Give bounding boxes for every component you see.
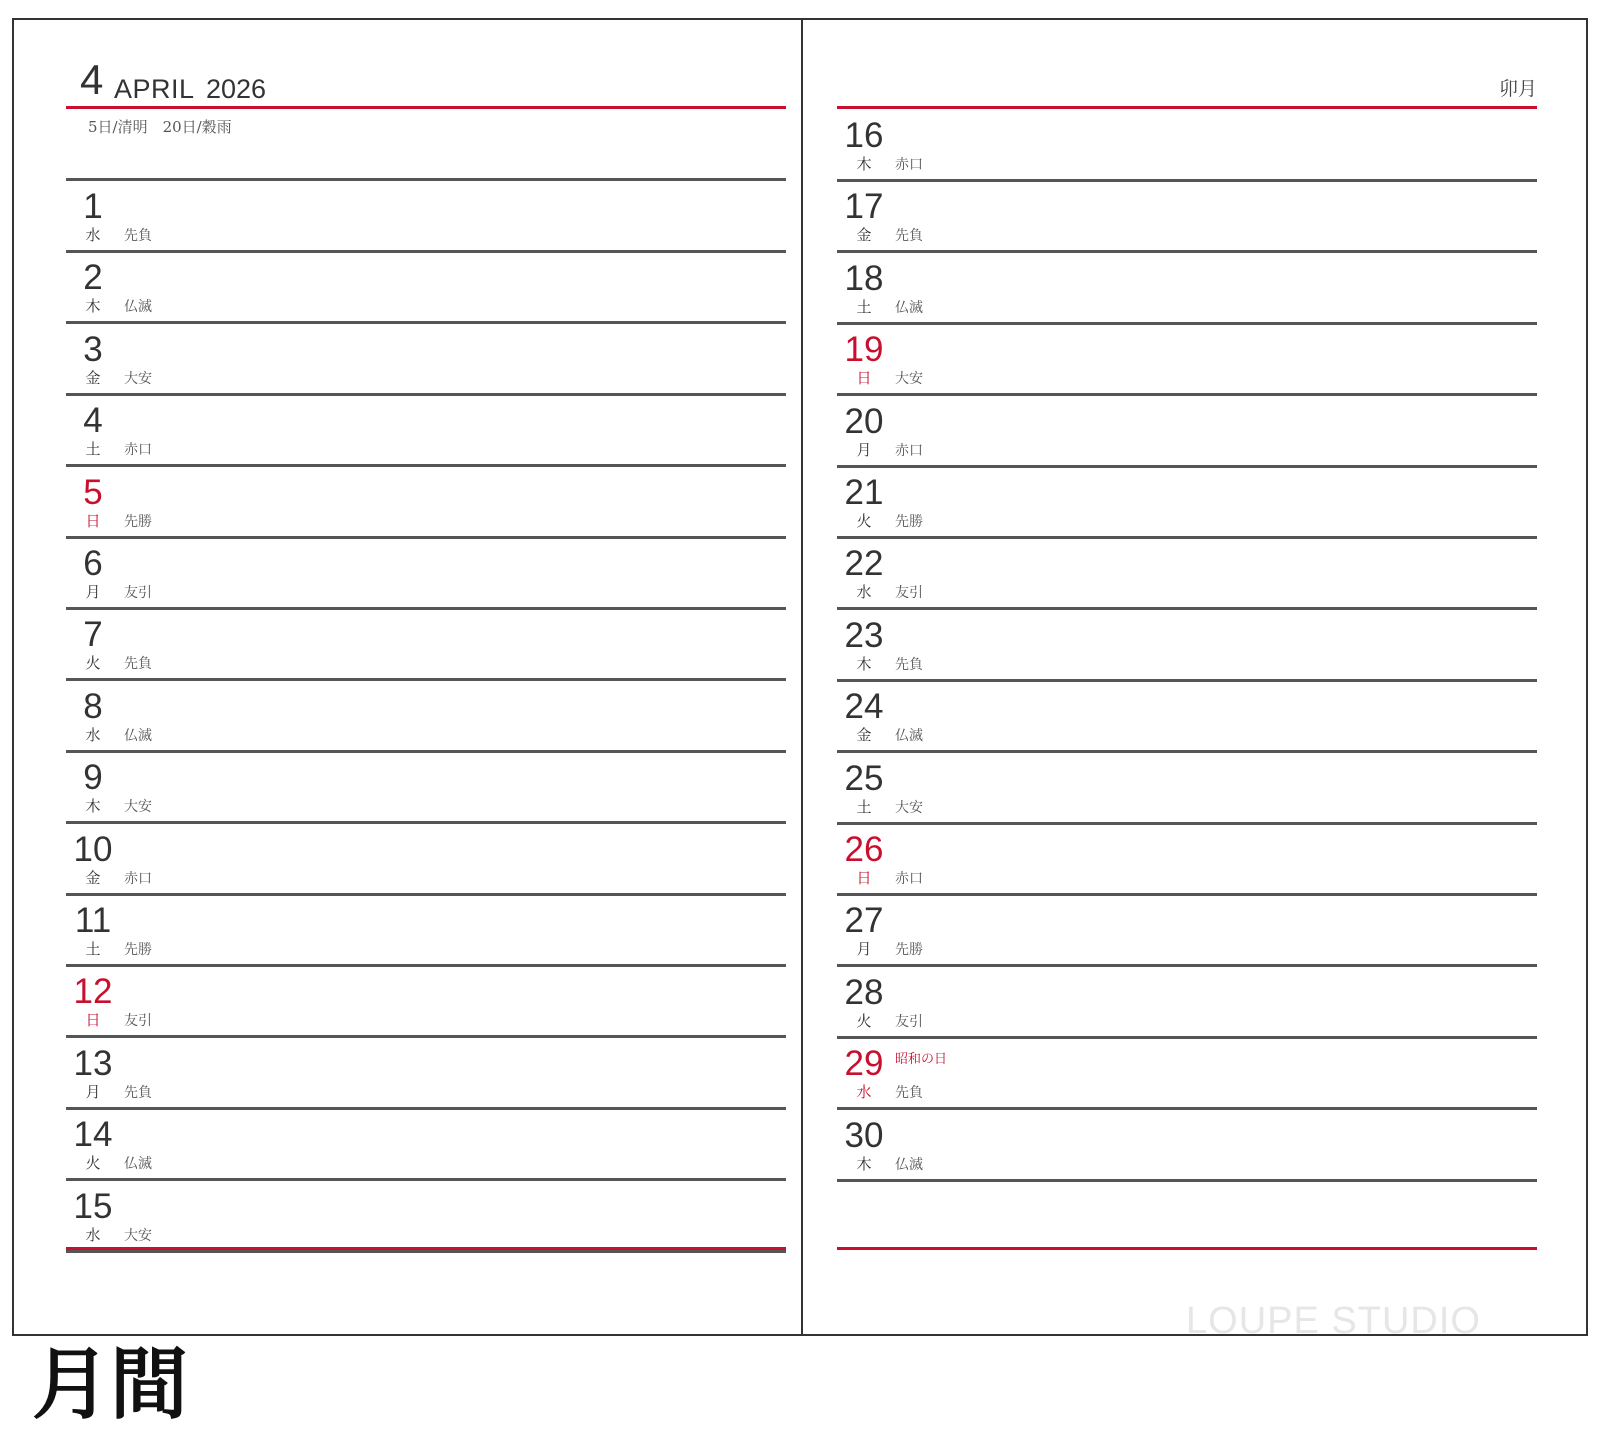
rokuyo-label: 大安 xyxy=(124,1227,152,1244)
day-number: 1 xyxy=(83,187,103,226)
page-caption: 月間 xyxy=(32,1340,189,1430)
weekday-label: 日 xyxy=(85,511,101,530)
rokuyo-label: 先勝 xyxy=(895,942,923,959)
weekday-label: 火 xyxy=(856,1011,872,1030)
weekday-label: 土 xyxy=(85,940,101,958)
weekday-label: 金 xyxy=(856,226,872,245)
rokuyo-label: 赤口 xyxy=(895,157,923,173)
month-name: APRIL xyxy=(114,74,195,104)
day-row[interactable] xyxy=(837,894,1537,967)
day-row[interactable] xyxy=(66,537,786,610)
day-row[interactable] xyxy=(66,323,786,396)
spine-divider xyxy=(801,20,803,1334)
day-row[interactable] xyxy=(837,680,1537,753)
day-number: 24 xyxy=(844,687,884,727)
day-row[interactable] xyxy=(837,752,1537,825)
day-row[interactable] xyxy=(66,680,786,753)
rokuyo-label: 大安 xyxy=(895,371,923,388)
day-number: 7 xyxy=(83,615,103,655)
header-memo-row xyxy=(66,108,786,181)
day-row[interactable] xyxy=(66,965,786,1038)
weekday-label: 土 xyxy=(856,797,872,816)
rokuyo-label: 先負 xyxy=(124,228,152,244)
day-row[interactable] xyxy=(837,323,1537,396)
day-row[interactable] xyxy=(66,823,786,896)
day-number: 15 xyxy=(73,1186,113,1226)
rokuyo-label: 仏滅 xyxy=(895,1156,923,1173)
day-row[interactable] xyxy=(66,894,786,967)
row-divider xyxy=(66,1250,786,1253)
day-number: 13 xyxy=(73,1043,113,1083)
weekday-label: 水 xyxy=(85,226,101,244)
day-row[interactable] xyxy=(837,180,1537,253)
day-number: 28 xyxy=(844,972,884,1012)
day-number: 6 xyxy=(83,544,103,583)
rokuyo-label: 友引 xyxy=(895,1013,923,1030)
rokuyo-label: 先負 xyxy=(895,228,923,245)
day-row[interactable] xyxy=(837,537,1537,610)
day-number: 14 xyxy=(73,1115,113,1155)
day-number: 9 xyxy=(83,758,103,798)
rokuyo-label: 赤口 xyxy=(124,870,152,887)
day-number: 11 xyxy=(74,901,112,940)
day-number: 8 xyxy=(83,686,103,726)
day-row[interactable] xyxy=(66,251,786,324)
rokuyo-label: 仏滅 xyxy=(124,299,152,316)
rokuyo-label: 先勝 xyxy=(124,942,152,958)
rokuyo-label: 仏滅 xyxy=(124,1156,152,1173)
weekday-label: 木 xyxy=(85,297,101,316)
holiday-label: 昭和の日 xyxy=(895,1052,948,1068)
rokuyo-label: 先負 xyxy=(895,656,923,673)
day-number: 2 xyxy=(83,258,103,298)
weekday-label: 金 xyxy=(856,726,872,745)
day-number: 21 xyxy=(844,473,884,512)
day-number: 17 xyxy=(844,187,884,227)
right-page xyxy=(837,20,1537,1334)
old-month-name: 卯月 xyxy=(1498,78,1537,100)
day-row[interactable] xyxy=(837,1109,1537,1182)
weekday-label: 月 xyxy=(85,583,101,601)
day-row[interactable] xyxy=(66,394,786,467)
day-row[interactable] xyxy=(66,608,786,681)
day-row[interactable] xyxy=(837,1037,1537,1110)
day-number: 29 xyxy=(844,1044,884,1084)
solar-terms: 5日/清明 20日/穀雨 xyxy=(88,118,232,136)
weekday-label: 日 xyxy=(856,369,872,388)
day-row[interactable] xyxy=(66,180,786,253)
weekday-label: 火 xyxy=(85,654,101,673)
weekday-label: 月 xyxy=(856,440,872,459)
rokuyo-label: 友引 xyxy=(124,1013,152,1030)
rokuyo-label: 友引 xyxy=(895,585,923,602)
planner-spread xyxy=(12,18,1588,1336)
year: 2026 xyxy=(206,74,267,104)
day-row[interactable] xyxy=(837,252,1537,325)
rokuyo-label: 赤口 xyxy=(895,442,923,459)
rokuyo-label: 赤口 xyxy=(124,442,152,459)
day-number: 22 xyxy=(844,544,884,584)
weekday-label: 金 xyxy=(85,868,101,887)
rokuyo-label: 先負 xyxy=(124,1084,152,1101)
rokuyo-label: 先勝 xyxy=(895,514,923,530)
rokuyo-label: 仏滅 xyxy=(895,299,923,316)
day-number: 3 xyxy=(83,329,103,369)
weekday-label: 火 xyxy=(85,1154,101,1173)
weekday-label: 月 xyxy=(856,940,872,959)
rokuyo-label: 先負 xyxy=(895,1085,923,1102)
month-number: 4 xyxy=(80,56,104,103)
day-row[interactable] xyxy=(837,466,1537,539)
day-row[interactable] xyxy=(837,395,1537,468)
weekday-label: 日 xyxy=(85,1011,101,1030)
day-number: 26 xyxy=(844,830,884,869)
weekday-label: 日 xyxy=(856,869,872,887)
day-number: 27 xyxy=(844,901,884,941)
day-row[interactable] xyxy=(66,466,786,539)
day-number: 23 xyxy=(844,615,884,655)
day-number: 18 xyxy=(844,258,884,298)
rokuyo-label: 仏滅 xyxy=(124,727,152,744)
day-row[interactable] xyxy=(837,109,1537,182)
day-number: 10 xyxy=(73,829,113,869)
rokuyo-label: 先勝 xyxy=(124,513,152,530)
footer-red-rule xyxy=(837,1247,1537,1250)
weekday-label: 水 xyxy=(856,1083,872,1102)
day-number: 30 xyxy=(844,1115,884,1155)
row-divider xyxy=(837,1179,1537,1182)
day-number: 25 xyxy=(844,758,884,798)
footer-red-rule xyxy=(66,1247,786,1250)
rokuyo-label: 大安 xyxy=(124,370,152,387)
day-number: 5 xyxy=(83,472,103,512)
weekday-label: 金 xyxy=(85,368,101,387)
day-number: 19 xyxy=(844,330,884,370)
rokuyo-label: 大安 xyxy=(124,799,152,816)
weekday-label: 木 xyxy=(85,797,101,816)
rokuyo-label: 大安 xyxy=(895,799,923,816)
day-row[interactable] xyxy=(837,966,1537,1039)
left-page xyxy=(66,20,786,1334)
weekday-label: 火 xyxy=(856,512,872,530)
day-number: 20 xyxy=(844,401,884,441)
weekday-label: 水 xyxy=(856,583,872,602)
day-row[interactable] xyxy=(66,1037,786,1110)
weekday-label: 木 xyxy=(856,155,872,173)
watermark-logo: LOUPE STUDIO xyxy=(1186,1300,1481,1342)
day-number: 12 xyxy=(73,972,113,1012)
rokuyo-label: 友引 xyxy=(124,585,152,601)
weekday-label: 木 xyxy=(856,654,872,673)
weekday-label: 木 xyxy=(856,1154,872,1173)
weekday-label: 水 xyxy=(85,725,101,744)
day-row[interactable] xyxy=(66,751,786,824)
weekday-label: 土 xyxy=(85,440,101,459)
day-number: 4 xyxy=(83,401,103,441)
rokuyo-label: 赤口 xyxy=(895,871,923,887)
rokuyo-label: 仏滅 xyxy=(895,728,923,745)
day-row[interactable] xyxy=(66,1108,786,1181)
day-row[interactable] xyxy=(837,609,1537,682)
day-number: 16 xyxy=(844,116,884,155)
day-row[interactable] xyxy=(66,1180,786,1253)
day-row[interactable] xyxy=(837,823,1537,896)
weekday-label: 土 xyxy=(856,297,872,316)
weekday-label: 月 xyxy=(85,1082,101,1101)
rokuyo-label: 先負 xyxy=(124,656,152,673)
weekday-label: 水 xyxy=(85,1225,101,1244)
